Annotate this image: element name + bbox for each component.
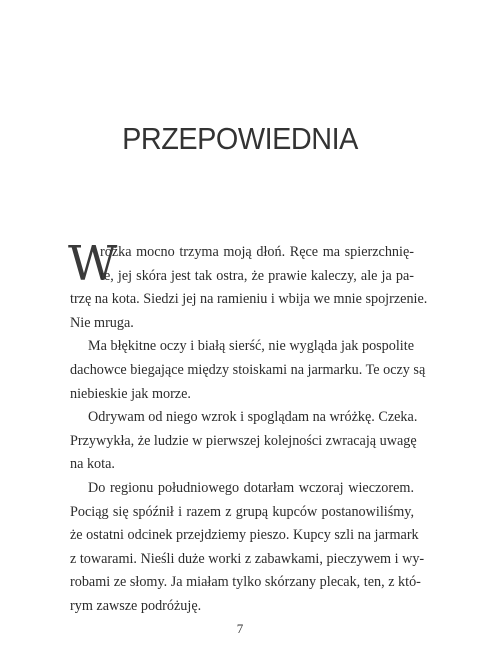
line-text: różka mocno trzyma moją dłoń. Ręce ma spierzchnię-: [100, 244, 414, 260]
body-text: [68, 236, 428, 619]
text-line: niebieskie jak morze.: [70, 385, 191, 402]
page-number: 7: [236, 621, 244, 636]
paragraph-4: [70, 477, 425, 619]
text-line: Przywykła, że ludzie w pierwszej kolejności zwracają uwagę: [70, 432, 417, 449]
chapter-title: PRZEPOWIEDNIA: [122, 121, 358, 156]
text-line: robami ze słomy. Ja miałam tylko skórzany plecak, ten, z któ-: [70, 574, 421, 591]
paragraph-1: [68, 236, 428, 335]
text-line: Odrywam od niego wzrok i spoglądam na wróżkę. Czeka.: [88, 409, 418, 426]
text-line: Ma błękitne oczy i białą sierść, nie wygląda jak pospolite: [88, 338, 414, 355]
text-line: że ostatni odcinek przejdziemy pieszo. Kupcy szli na jarmark: [70, 527, 419, 544]
text-line: na kota.: [70, 456, 115, 473]
paragraph-2: [70, 335, 426, 406]
text-line: rym zawsze podróżuję.: [70, 597, 202, 614]
text-line: te, jej skóra jest tak ostra, że prawie kaleczy, ale ja pa-: [100, 267, 414, 284]
text-line: Do regionu południowego dotarłam wczoraj wieczorem.: [88, 479, 414, 496]
text-line: dachowce biegające między stoiskami na jarmarku. Te oczy są: [70, 361, 426, 378]
drop-cap: W: [68, 236, 118, 292]
paragraph-3: [70, 406, 418, 477]
text-line: trzę na kota. Siedzi jej na ramieniu i wbija we mnie spojrzenie.: [70, 291, 428, 308]
text-line: z towarami. Nieśli duże worki z zabawkami, pieczywem i wy-: [70, 550, 425, 567]
text-line: Pociąg się spóźnił i razem z grupą kupców postanowiliśmy,: [70, 503, 414, 520]
text-line: Nie mruga.: [70, 314, 134, 331]
